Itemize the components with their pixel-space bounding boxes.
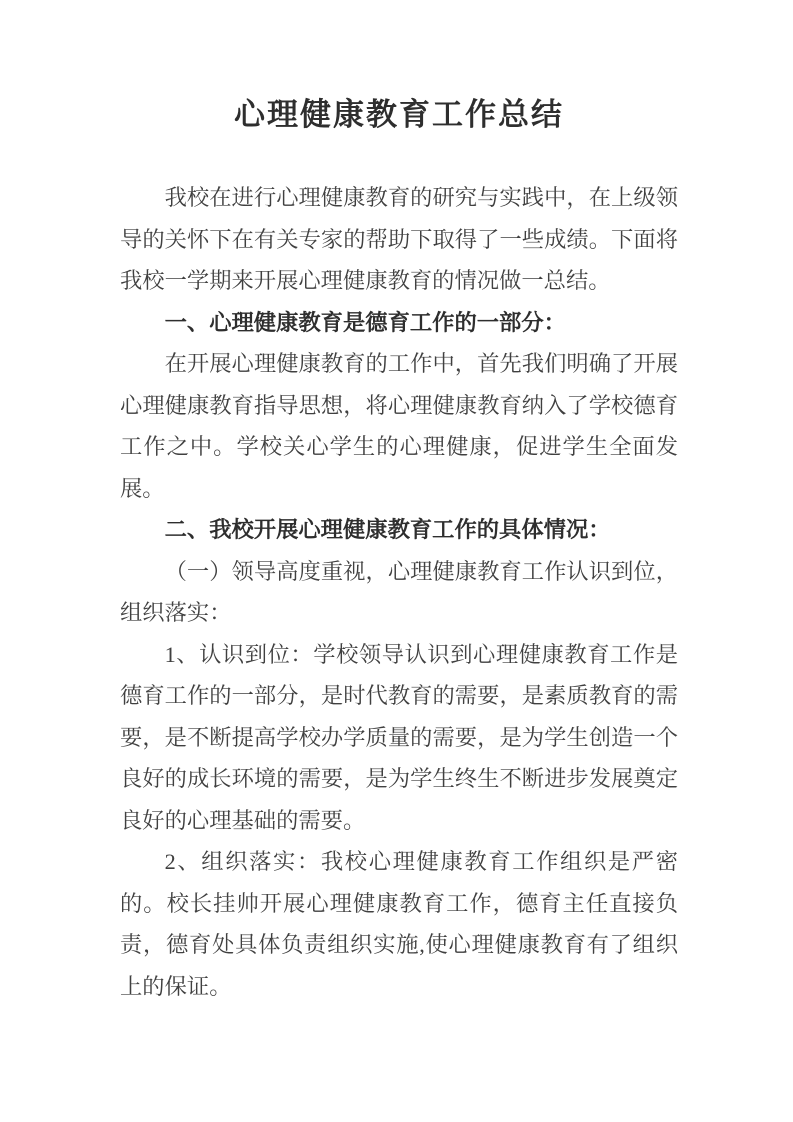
- body-paragraph: 我校在进行心理健康教育的研究与实践中，在上级领导的关怀下在有关专家的帮助下取得了一些成绩。下面将我校一学期来开展心理健康教育的情况做一总结。: [120, 185, 678, 293]
- document-title: 心理健康教育工作总结: [234, 97, 564, 132]
- body-paragraph: （一）领导高度重视，心理健康教育工作认识到位，组织落实：: [120, 558, 678, 625]
- body-paragraph: 1、认识到位：学校领导认识到心理健康教育工作是德育工作的一部分，是时代教育的需要，是素质教育的需要，是不断提高学校办学质量的需要，是为学生创造一个良好的成长环境的需要，是为学生终生不断进步发展奠定良好的心理基础的需要。: [120, 641, 678, 833]
- section-heading: 二、我校开展心理健康教育工作的具体情况：: [164, 517, 611, 542]
- section-heading: 一、心理健康教育是德育工作的一部分：: [164, 309, 566, 335]
- document-body: [120, 177, 678, 1007]
- body-paragraph: 2、组织落实：我校心理健康教育工作组织是严密的。校长挂帅开展心理健康教育工作，德育主任直接负责，德育处具体负责组织实施,使心理健康教育有了组织上的保证。: [120, 849, 678, 999]
- body-paragraph: 在开展心理健康教育的工作中，首先我们明确了开展心理健康教育指导思想，将心理健康教育纳入了学校德育工作之中。学校关心学生的心理健康，促进学生全面发展。: [120, 351, 678, 501]
